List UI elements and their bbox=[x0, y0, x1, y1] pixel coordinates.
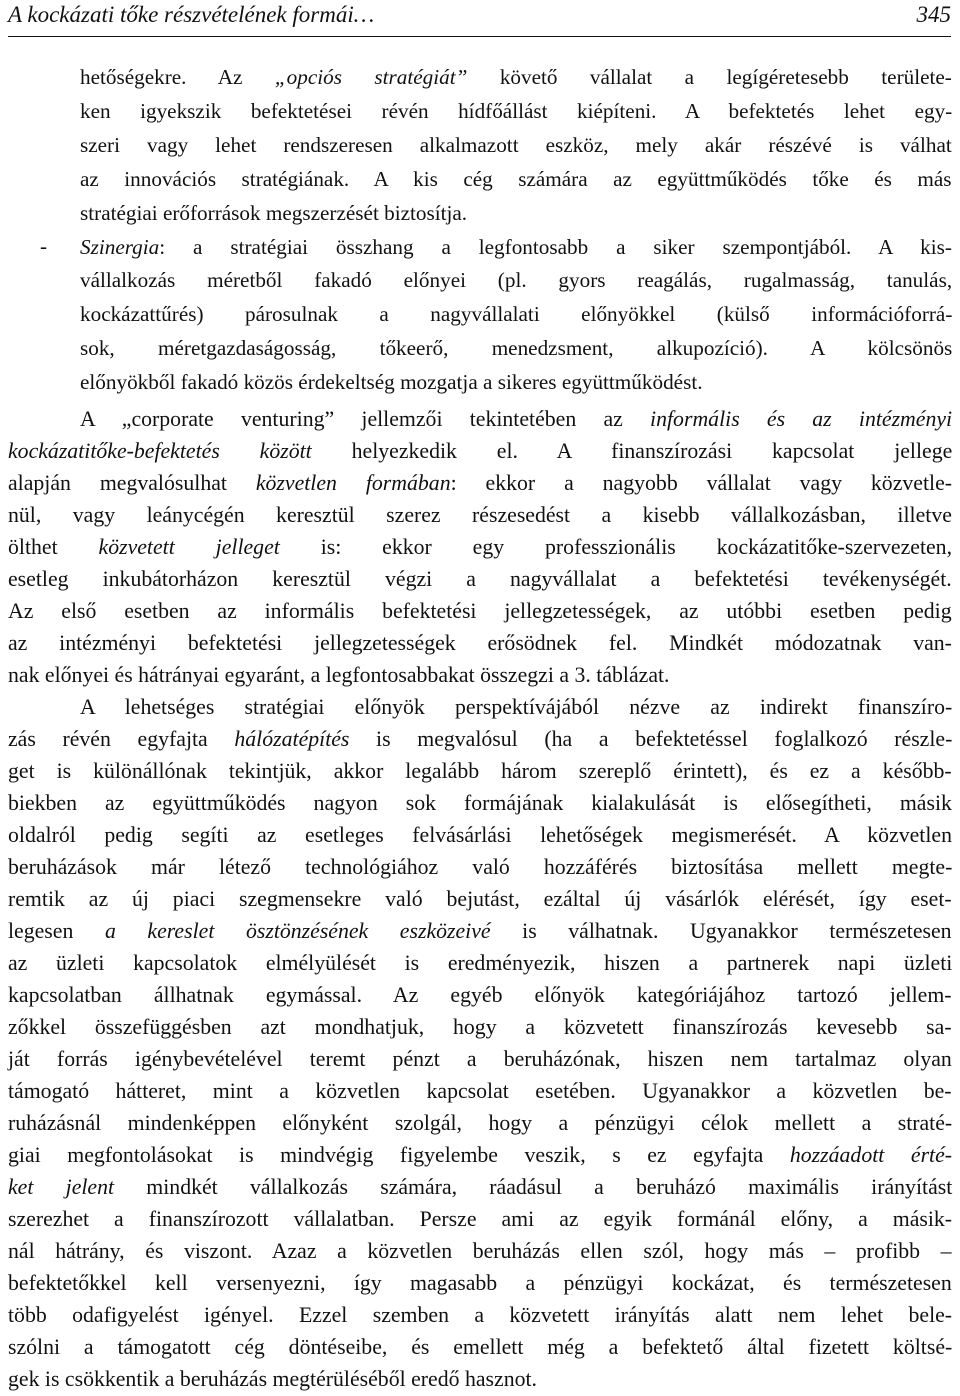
block2-line bbox=[8, 534, 952, 560]
text-run: nak előnyei és hátrányai egyaránt, a legfontosabbakat összegzi a 3. táblázat. bbox=[8, 663, 670, 687]
block2-line bbox=[8, 1366, 537, 1392]
text-run: get is különállónak tekintjük, akkor legalább három szereplő érintett), és ez a később- bbox=[8, 759, 952, 783]
text-run: mindkét vállalkozás számára, ráadásul a beruházó maximális irányítást bbox=[114, 1175, 953, 1199]
block2-line bbox=[8, 438, 952, 464]
italic-run: közvetett jelleget bbox=[98, 535, 280, 559]
text-run: remtik az új piaci szegmensekre való bejutást, ezáltal új vásárlók elérését, így eset- bbox=[8, 887, 952, 911]
block2-line bbox=[8, 1334, 952, 1360]
block2-line bbox=[8, 1046, 952, 1072]
block2-line bbox=[8, 1078, 952, 1104]
text-run: oldalról pedig segíti az esetleges felvásárlási lehetőségek megismerését. A közvetlen bbox=[8, 823, 952, 847]
text-run: zőkkel összefüggésben azt mondhatjuk, hogy a közvetett finanszírozás kevesebb sa- bbox=[8, 1015, 952, 1039]
text-run: : ekkor a nagyobb vállalat vagy közvetle- bbox=[450, 471, 952, 495]
text-run: : a stratégiai összhang a legfontosabb a siker szempontjából. A kis- bbox=[159, 234, 952, 259]
block1-line bbox=[80, 369, 703, 395]
text-run: szólni a támogatott cég döntéseibe, és emellett még a befektető által fizetett költsé- bbox=[8, 1335, 953, 1359]
block1-line bbox=[80, 267, 952, 293]
italic-run: a kereslet ösztönzésének eszközeivé bbox=[104, 919, 491, 943]
text-run: gek is csökkentik a beruházás megtérüléséből eredő hasznot. bbox=[8, 1367, 537, 1391]
text-run: legesen bbox=[8, 919, 105, 943]
text-run: giai megfontolásokat is mindvégig figyelembe veszik, s ez egyfajta bbox=[8, 1143, 790, 1167]
text-run: is válhatnak. Ugyanakkor természetesen bbox=[490, 919, 952, 943]
block2-line bbox=[8, 1206, 952, 1232]
block1-line bbox=[80, 166, 952, 192]
text-run: vállalkozás méretből fakadó előnyei (pl. gyors reagálás, rugalmasság, tanulás, bbox=[80, 268, 953, 293]
block2-line bbox=[8, 758, 952, 784]
block2-line bbox=[8, 854, 952, 880]
text-run: az intézményi befektetési jellegzetességek erősödnek fel. Mindkét módozatnak van- bbox=[8, 631, 952, 655]
block1-line bbox=[80, 98, 952, 124]
block1-line bbox=[80, 335, 952, 361]
text-run: előnyökből fakadó közös érdekeltség mozgatja a sikeres együttműködést. bbox=[80, 370, 703, 395]
block2-line bbox=[8, 1110, 952, 1136]
text-run: helyezkedik el. A finanszírozási kapcsolat jellege bbox=[311, 439, 953, 463]
italic-run: hozzáadott érté- bbox=[789, 1143, 953, 1167]
italic-run: közvetlen formában bbox=[255, 471, 451, 495]
page-number: 345 bbox=[916, 2, 951, 27]
text-run: stratégiai erőforrások megszerzését biztosítja. bbox=[80, 200, 468, 225]
block1-line bbox=[80, 200, 467, 226]
block2-line bbox=[8, 1238, 952, 1264]
block2-line bbox=[8, 630, 952, 656]
block2-line bbox=[8, 822, 952, 848]
block2-line bbox=[8, 566, 952, 592]
text-run: követő vállalat a legígéretesebb területe- bbox=[467, 65, 952, 89]
bullet-dash: - bbox=[40, 234, 48, 258]
text-run: ken igyekszik befektetései révén hídfőállást kiépíteni. A befektetés lehet egy- bbox=[80, 98, 953, 123]
block2-line bbox=[8, 662, 670, 688]
text-run: nül, vagy leánycégén keresztül szerez részesedést a kisebb vállalkozásban, illetve bbox=[8, 503, 952, 527]
block2-line bbox=[80, 694, 952, 720]
italic-run: ket jelent bbox=[8, 1175, 115, 1199]
text-run: kapcsolatban állhatnak egymással. Az egyéb előnyök kategóriájához tartozó jellem- bbox=[8, 983, 952, 1007]
text-run: is megvalósul (ha a befektetéssel foglalkozó részle- bbox=[349, 727, 953, 751]
text-run: ruházásnál mindenképpen előnyként szolgál, hogy a pénzügyi célok mellett a straté- bbox=[8, 1111, 953, 1135]
text-run: esetleg inkubátorházon keresztül végzi a nagyvállalat a befektetési tevékenységét. bbox=[8, 567, 952, 591]
text-run: ját forrás igénybevételével teremt pénzt a beruházónak, hiszen nem tartalmaz olyan bbox=[8, 1047, 952, 1071]
text-run: befektetőkkel kell versenyezni, így magasabb a pénzügyi kockázat, és természetesen bbox=[8, 1271, 952, 1295]
block2-line bbox=[8, 886, 952, 912]
block1-line bbox=[80, 234, 952, 260]
text-run: zás révén egyfajta bbox=[8, 727, 235, 751]
block2-line bbox=[8, 918, 952, 944]
text-run: hetőségekre. Az bbox=[80, 65, 275, 89]
text-run: támogató hátteret, mint a közvetlen kapcsolat esetében. Ugyanakkor a közvetlen be- bbox=[8, 1079, 952, 1103]
text-run: A lehetséges stratégiai előnyök perspektívájából nézve az indirekt finanszíro- bbox=[80, 695, 953, 719]
block2-line bbox=[8, 1302, 952, 1328]
text-run: kockázattűrés) párosulnak a nagyvállalati előnyökkel (külső információforrá- bbox=[80, 302, 953, 327]
text-run: biekben az együttműködés nagyon sok formájának kialakulását is elősegítheti, másik bbox=[8, 791, 952, 815]
text-run: szerezhet a finanszírozott vállalatban. Persze ami az egyik formánál előny, a másik- bbox=[8, 1207, 953, 1231]
block2-line bbox=[8, 950, 952, 976]
italic-run: hálózatépítés bbox=[234, 727, 350, 751]
block1-line bbox=[80, 64, 952, 90]
running-header bbox=[8, 0, 951, 37]
text-run: sok, méretgazdaságosság, tőkeerő, menedzsment, alkupozíció). A kölcsönös bbox=[80, 336, 953, 361]
block2-line bbox=[8, 1270, 952, 1296]
text-run: szeri vagy lehet rendszeresen alkalmazott eszköz, mely akár részévé is válhat bbox=[80, 132, 952, 157]
block2-line bbox=[8, 790, 952, 816]
text-run: több odafigyelést igényel. Ezzel szemben a közvetett irányítás alatt nem lehet bele- bbox=[8, 1303, 953, 1327]
block2-line bbox=[8, 1142, 952, 1168]
running-title: A kockázati tőke részvételének formái… bbox=[8, 2, 375, 27]
block2-line bbox=[8, 598, 952, 624]
italic-run: „opciós stratégiát” bbox=[274, 65, 468, 89]
block1-line bbox=[80, 301, 952, 327]
block2-line bbox=[8, 502, 952, 528]
block2-line bbox=[8, 1014, 952, 1040]
block2-line bbox=[8, 470, 952, 496]
italic-run: Szinergia bbox=[80, 234, 160, 259]
italic-run: informális és az intézményi bbox=[650, 407, 953, 431]
text-run: beruházások már létező technológiához való hozzáférés biztosítása mellett megte- bbox=[8, 855, 953, 879]
italic-run: kockázatitőke-befektetés között bbox=[8, 439, 312, 463]
text-run: ölthet bbox=[8, 535, 99, 559]
text-run: is: ekkor egy professzionális kockázatitőke-szervezeten, bbox=[279, 535, 953, 559]
text-run: az üzleti kapcsolatok elmélyülését is eredményezik, hiszen a partnerek napi üzleti bbox=[8, 951, 953, 975]
block1-line bbox=[80, 132, 952, 158]
text-run: az innovációs stratégiának. A kis cég számára az együttműködés tőke és más bbox=[80, 166, 952, 191]
text-run: Az első esetben az informális befektetési jellegzetességek, az utóbbi esetben pedig bbox=[8, 599, 952, 623]
text-run: alapján megvalósulhat bbox=[8, 471, 256, 495]
text-run: nál hátrány, és viszont. Azaz a közvetlen beruházás ellen szól, hogy más – profibb – bbox=[8, 1239, 952, 1263]
block2-line bbox=[8, 1174, 952, 1200]
text-run: A „corporate venturing” jellemzői tekintetében az bbox=[80, 407, 651, 431]
block2-line bbox=[8, 726, 952, 752]
block2-line bbox=[8, 982, 952, 1008]
block2-line bbox=[80, 406, 952, 432]
